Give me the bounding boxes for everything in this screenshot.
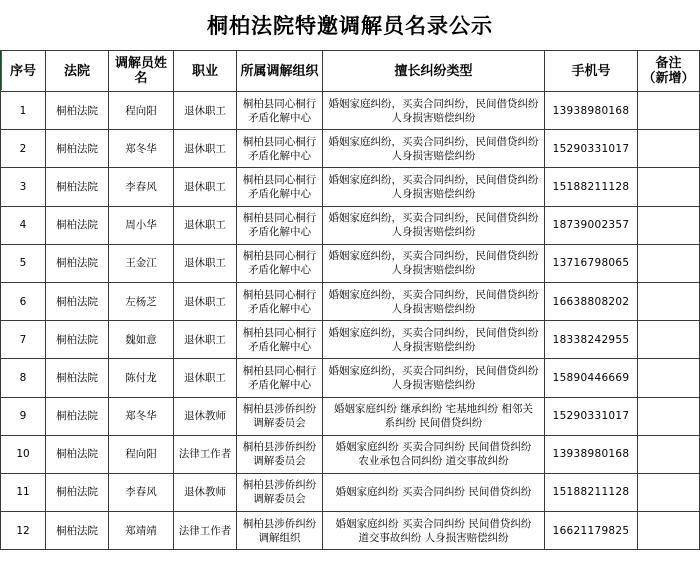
cell-phone: 15290331017 (545, 130, 638, 168)
cell-remarks (638, 473, 700, 511)
cell-occupation: 退休职工 (174, 168, 237, 206)
cell-mediator-name: 程向阳 (109, 435, 174, 473)
cell-dispute-types: 婚姻家庭纠纷，买卖合同纠纷，民间借贷纠纷 人身损害赔偿纠纷 (323, 359, 545, 397)
cell-index: 5 (1, 244, 46, 282)
cell-mediator-name: 陈付龙 (109, 359, 174, 397)
cell-occupation: 退休教师 (174, 473, 237, 511)
table-row (1, 168, 700, 206)
cell-court: 桐柏法院 (46, 168, 109, 206)
cell-dispute-types: 婚姻家庭纠纷 继承纠纷 宅基地纠纷 相邻关 系纠纷 民间借贷纠纷 (323, 397, 545, 435)
cell-phone: 13716798065 (545, 244, 638, 282)
cell-remarks (638, 244, 700, 282)
mediator-table (0, 50, 700, 550)
cell-organization: 桐柏县同心桐行 矛盾化解中心 (237, 206, 323, 244)
cell-court: 桐柏法院 (46, 130, 109, 168)
cell-mediator-name: 李春风 (109, 473, 174, 511)
cell-remarks (638, 397, 700, 435)
cell-index: 10 (1, 435, 46, 473)
cell-mediator-name: 郑冬华 (109, 397, 174, 435)
cell-remarks (638, 206, 700, 244)
cell-court: 桐柏法院 (46, 244, 109, 282)
cell-occupation: 退休职工 (174, 130, 237, 168)
cell-dispute-types: 婚姻家庭纠纷，买卖合同纠纷，民间借贷纠纷 人身损害赔偿纠纷 (323, 282, 545, 320)
col-header-court: 法院 (46, 51, 109, 92)
cell-index: 7 (1, 321, 46, 359)
cell-index: 1 (1, 92, 46, 130)
cell-remarks (638, 168, 700, 206)
cell-court: 桐柏法院 (46, 435, 109, 473)
table-row (1, 321, 700, 359)
cell-remarks (638, 359, 700, 397)
cell-organization: 桐柏县同心桐行 矛盾化解中心 (237, 244, 323, 282)
cell-occupation: 退休职工 (174, 206, 237, 244)
cell-dispute-types: 婚姻家庭纠纷，买卖合同纠纷，民间借贷纠纷 人身损害赔偿纠纷 (323, 168, 545, 206)
cell-occupation: 退休职工 (174, 92, 237, 130)
cell-court: 桐柏法院 (46, 397, 109, 435)
table-row (1, 92, 700, 130)
table-row (1, 512, 700, 550)
cell-mediator-name: 魏如意 (109, 321, 174, 359)
cell-index: 2 (1, 130, 46, 168)
cell-index: 9 (1, 397, 46, 435)
cell-index: 6 (1, 282, 46, 320)
cell-dispute-types: 婚姻家庭纠纷，买卖合同纠纷，民间借贷纠纷 人身损害赔偿纠纷 (323, 206, 545, 244)
cell-dispute-types: 婚姻家庭纠纷，买卖合同纠纷，民间借贷纠纷 人身损害赔偿纠纷 (323, 244, 545, 282)
col-header-index: 序号 (1, 51, 46, 92)
cell-phone: 15188211128 (545, 168, 638, 206)
cell-dispute-types: 婚姻家庭纠纷 买卖合同纠纷 民间借贷纠纷 (323, 473, 545, 511)
cell-organization: 桐柏县涉侨纠纷 调解委员会 (237, 473, 323, 511)
cell-index: 11 (1, 473, 46, 511)
cell-organization: 桐柏县涉侨纠纷 调解委员会 (237, 435, 323, 473)
cell-remarks (638, 321, 700, 359)
cell-organization: 桐柏县同心桐行 矛盾化解中心 (237, 282, 323, 320)
cell-phone: 16621179825 (545, 512, 638, 550)
cell-phone: 13938980168 (545, 435, 638, 473)
cell-organization: 桐柏县同心桐行 矛盾化解中心 (237, 321, 323, 359)
col-header-dispute-types: 擅长纠纷类型 (323, 51, 545, 92)
cell-organization: 桐柏县同心桐行 矛盾化解中心 (237, 359, 323, 397)
cell-occupation: 退休职工 (174, 321, 237, 359)
cell-organization: 桐柏县同心桐行 矛盾化解中心 (237, 92, 323, 130)
cell-phone: 15290331017 (545, 397, 638, 435)
cell-phone: 18739002357 (545, 206, 638, 244)
cell-court: 桐柏法院 (46, 473, 109, 511)
table-row (1, 435, 700, 473)
cell-index: 12 (1, 512, 46, 550)
cell-occupation: 法律工作者 (174, 435, 237, 473)
cell-remarks (638, 282, 700, 320)
cell-remarks (638, 435, 700, 473)
table-row (1, 206, 700, 244)
page-title: 桐柏法院特邀调解员名录公示 (207, 13, 493, 38)
table-row (1, 397, 700, 435)
table-header-row (1, 51, 700, 92)
col-header-phone: 手机号 (545, 51, 638, 92)
cell-dispute-types: 婚姻家庭纠纷，买卖合同纠纷，民间借贷纠纷 人身损害赔偿纠纷 (323, 92, 545, 130)
col-header-organization: 所属调解组织 (237, 51, 323, 92)
cell-court: 桐柏法院 (46, 512, 109, 550)
cell-mediator-name: 王金江 (109, 244, 174, 282)
cell-remarks (638, 130, 700, 168)
cell-index: 3 (1, 168, 46, 206)
cell-court: 桐柏法院 (46, 206, 109, 244)
col-header-occupation: 职业 (174, 51, 237, 92)
cell-organization: 桐柏县同心桐行 矛盾化解中心 (237, 168, 323, 206)
table-row (1, 359, 700, 397)
cell-occupation: 退休教师 (174, 397, 237, 435)
col-header-mediator-name: 调解员姓 名 (109, 51, 174, 92)
cell-mediator-name: 左杨芝 (109, 282, 174, 320)
cell-remarks (638, 92, 700, 130)
cell-organization: 桐柏县涉侨纠纷 调解委员会 (237, 397, 323, 435)
cell-dispute-types: 婚姻家庭纠纷，买卖合同纠纷，民间借贷纠纷 人身损害赔偿纠纷 (323, 321, 545, 359)
cell-occupation: 退休职工 (174, 244, 237, 282)
cell-mediator-name: 郑冬华 (109, 130, 174, 168)
cell-occupation: 法律工作者 (174, 512, 237, 550)
cell-mediator-name: 李春风 (109, 168, 174, 206)
table-row (1, 282, 700, 320)
cell-dispute-types: 婚姻家庭纠纷 买卖合同纠纷 民间借贷纠纷 道交事故纠纷 人身损害赔偿纠纷 (323, 512, 545, 550)
cell-phone: 13938980168 (545, 92, 638, 130)
cell-mediator-name: 程向阳 (109, 92, 174, 130)
cell-court: 桐柏法院 (46, 282, 109, 320)
cell-occupation: 退休职工 (174, 282, 237, 320)
cell-court: 桐柏法院 (46, 321, 109, 359)
cell-index: 4 (1, 206, 46, 244)
cell-dispute-types: 婚姻家庭纠纷 买卖合同纠纷 民间借贷纠纷 农业承包合同纠纷 道交事故纠纷 (323, 435, 545, 473)
table-row (1, 244, 700, 282)
cell-occupation: 退休职工 (174, 359, 237, 397)
cell-phone: 15188211128 (545, 473, 638, 511)
cell-dispute-types: 婚姻家庭纠纷，买卖合同纠纷，民间借贷纠纷 人身损害赔偿纠纷 (323, 130, 545, 168)
table-row (1, 130, 700, 168)
cell-index: 8 (1, 359, 46, 397)
cell-court: 桐柏法院 (46, 92, 109, 130)
cell-mediator-name: 周小华 (109, 206, 174, 244)
cell-phone: 18338242955 (545, 321, 638, 359)
cell-organization: 桐柏县涉侨纠纷 调解组织 (237, 512, 323, 550)
cell-remarks (638, 512, 700, 550)
table-row (1, 473, 700, 511)
cell-mediator-name: 郑靖靖 (109, 512, 174, 550)
col-header-remarks: 备注 （新增） (638, 51, 700, 92)
cell-phone: 16638808202 (545, 282, 638, 320)
cell-phone: 15890446669 (545, 359, 638, 397)
cell-court: 桐柏法院 (46, 359, 109, 397)
cell-organization: 桐柏县同心桐行 矛盾化解中心 (237, 130, 323, 168)
